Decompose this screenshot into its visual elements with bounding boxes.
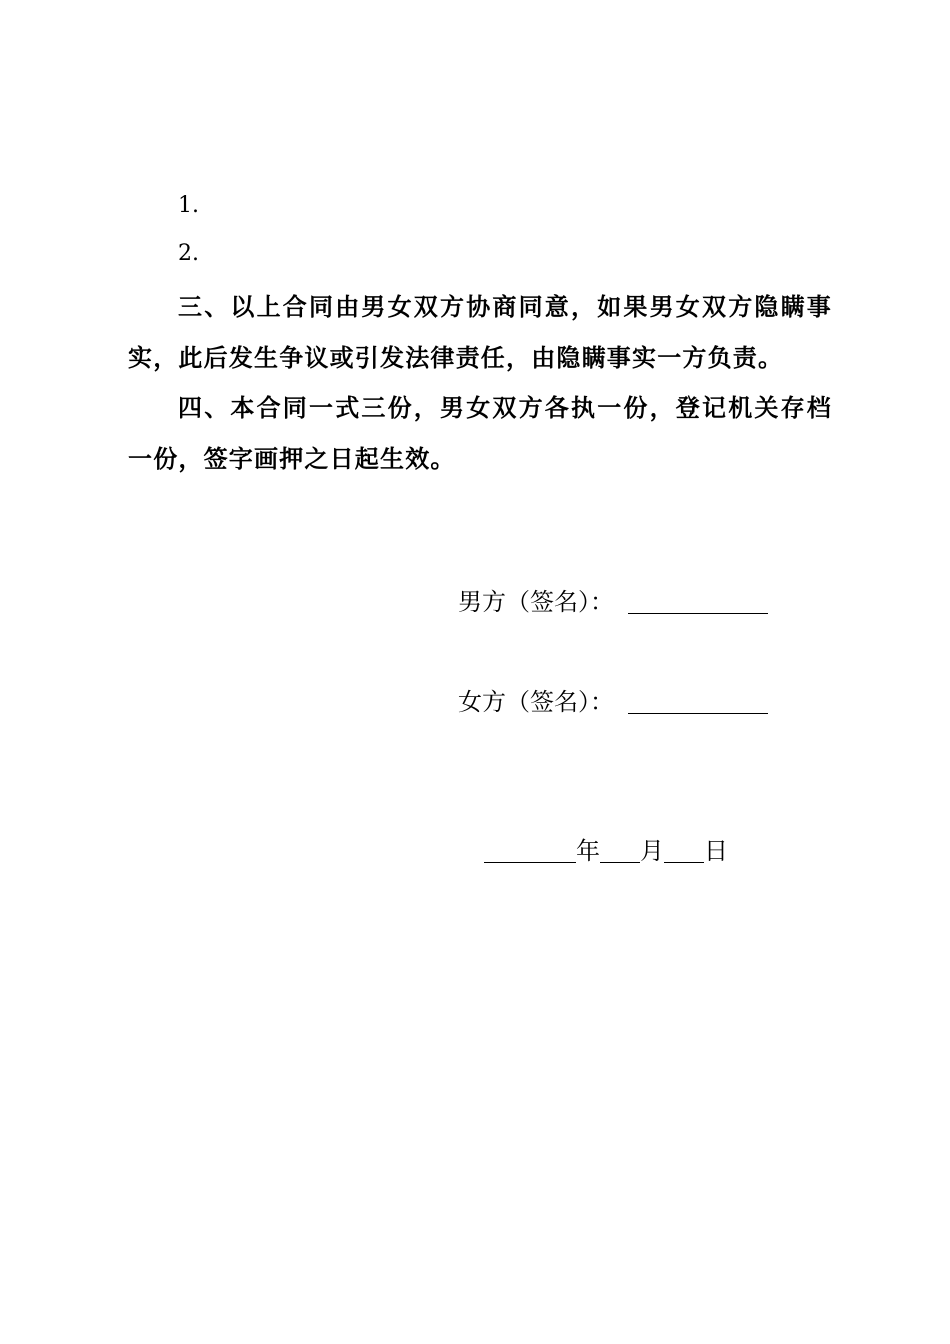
- day-blank[interactable]: [664, 861, 704, 863]
- clause-four: 四、本合同一式三份，男女双方各执一份，登记机关存档一份，签字画押之日起生效。: [128, 393, 832, 473]
- female-signature-line[interactable]: [628, 712, 768, 714]
- day-label: 日: [704, 837, 728, 865]
- list-item-1: 1.: [178, 193, 199, 218]
- female-signature-label: 女方（签名）：: [458, 688, 614, 716]
- list-item-2: 2.: [178, 241, 199, 266]
- clause-three: 三、以上合同由男女双方协商同意，如果男女双方隐瞒事实，此后发生争议或引发法律责任，由隐瞒事实一方负责。: [128, 292, 832, 372]
- year-blank[interactable]: [484, 861, 576, 863]
- date-row: [484, 835, 728, 867]
- male-signature-row: [458, 586, 768, 618]
- female-signature-row: [458, 686, 768, 718]
- month-blank[interactable]: [600, 861, 640, 863]
- month-label: 月: [640, 837, 664, 865]
- male-signature-label: 男方（签名）：: [458, 588, 614, 616]
- male-signature-line[interactable]: [628, 612, 768, 614]
- year-label: 年: [576, 837, 600, 865]
